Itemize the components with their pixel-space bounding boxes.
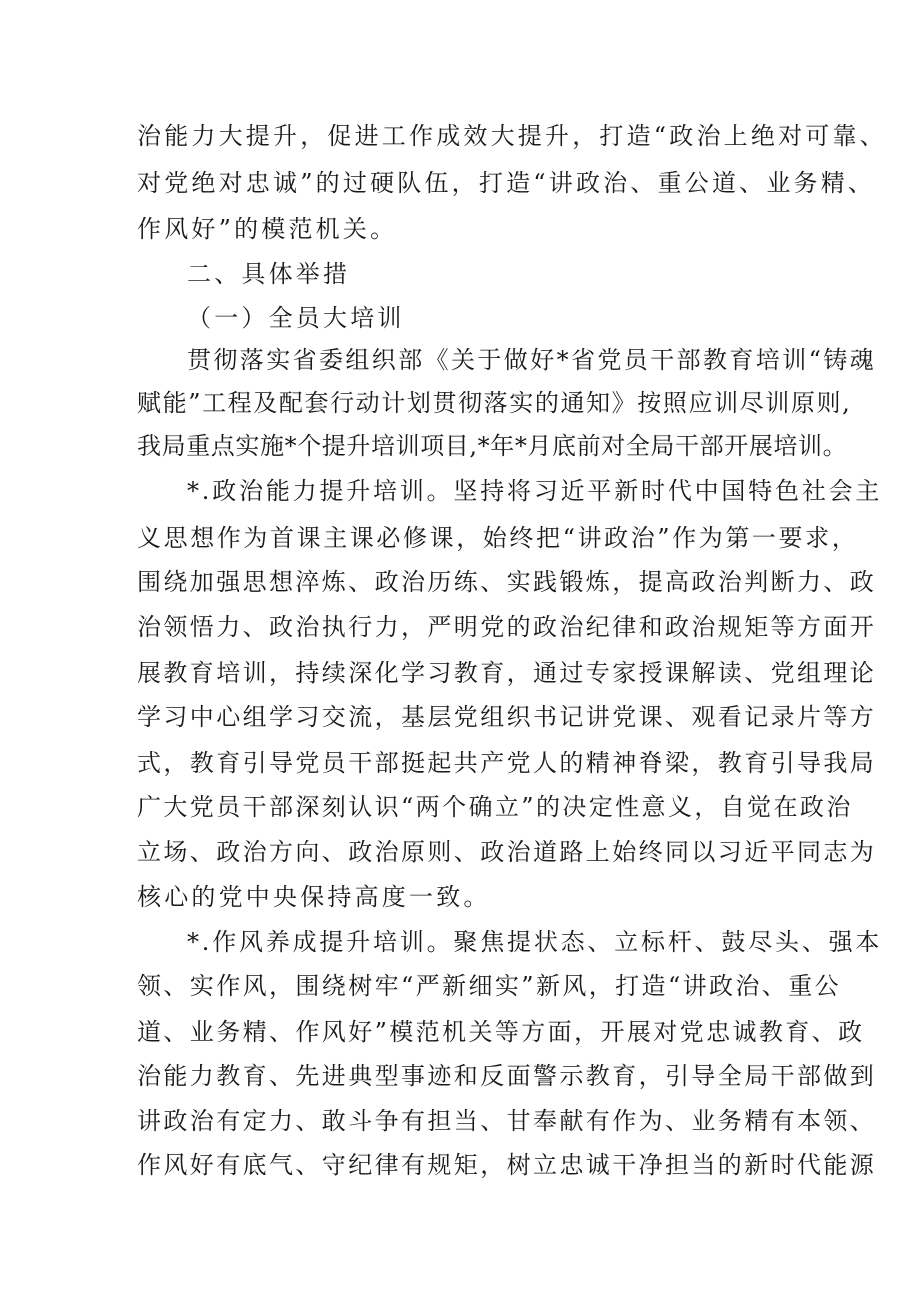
text-line: 式，教育引导党员干部挺起共产党人的精神脊梁，教育引导我局	[137, 749, 877, 777]
text-line: 对党绝对忠诚”的过硬队伍，打造“讲政治、重公道、业务精、	[137, 169, 876, 197]
text-line: 贯彻落实省委组织部《关于做好*省党员干部教育培训“铸魂	[187, 346, 877, 374]
text-line: 我局重点实施*个提升培训项目,*年*月底前对全局干部开展培训。	[137, 432, 848, 460]
text-line: 学习中心组学习交流，基层党组织书记讲党课、观看记录片等方	[137, 703, 877, 731]
text-line: *.政治能力提升培训。坚持将习近平新时代中国特色社会主	[187, 477, 883, 505]
text-line: 领、实作风，围绕树牢“严新细实”新风，打造“讲政治、重公	[137, 972, 842, 1000]
text-line: 广大党员干部深刻认识“两个确立”的决定性意义，自觉在政治	[137, 793, 853, 821]
text-line: 核心的党中央保持高度一致。	[137, 883, 491, 911]
text-line: 赋能”工程及配套行动计划贯彻落实的通知》按照应训尽训原则,	[137, 389, 852, 417]
text-line: 治能力大提升，促进工作成效大提升，打造“政治上绝对可靠、	[137, 122, 887, 150]
text-line: *.作风养成提升培训。聚焦提状态、立标杆、鼓尽头、强本	[187, 928, 883, 956]
text-line: 围绕加强思想淬炼、政治历练、实践锻炼，提高政治判断力、政	[137, 568, 877, 596]
text-line: 作风好有底气、守纪律有规矩，树立忠诚干净担当的新时代能源	[137, 1151, 877, 1179]
text-line: 讲政治有定力、敢斗争有担当、甘奉献有作为、业务精有本领、	[137, 1107, 877, 1135]
text-line: 道、业务精、作风好”模范机关等方面，开展对党忠诚教育、政	[137, 1018, 865, 1046]
section-heading: 二、具体举措	[187, 260, 351, 288]
text-line: 治领悟力、政治执行力，严明党的政治纪律和政治规矩等方面开	[137, 613, 877, 641]
text-line: 治能力教育、先进典型事迹和反面警示教育，引导全局干部做到	[137, 1062, 877, 1090]
text-line: 展教育培训，持续深化学习教育，通过专家授课解读、党组理论	[137, 659, 877, 687]
subsection-heading: （一）全员大培训	[187, 304, 405, 332]
text-line: 立场、政治方向、政治原则、政治道路上始终同以习近平同志为	[137, 838, 877, 866]
text-line: 义思想作为首课主课必修课，始终把“讲政治”作为第一要求，	[137, 524, 859, 552]
text-line: 作风好”的模范机关。	[137, 215, 398, 243]
